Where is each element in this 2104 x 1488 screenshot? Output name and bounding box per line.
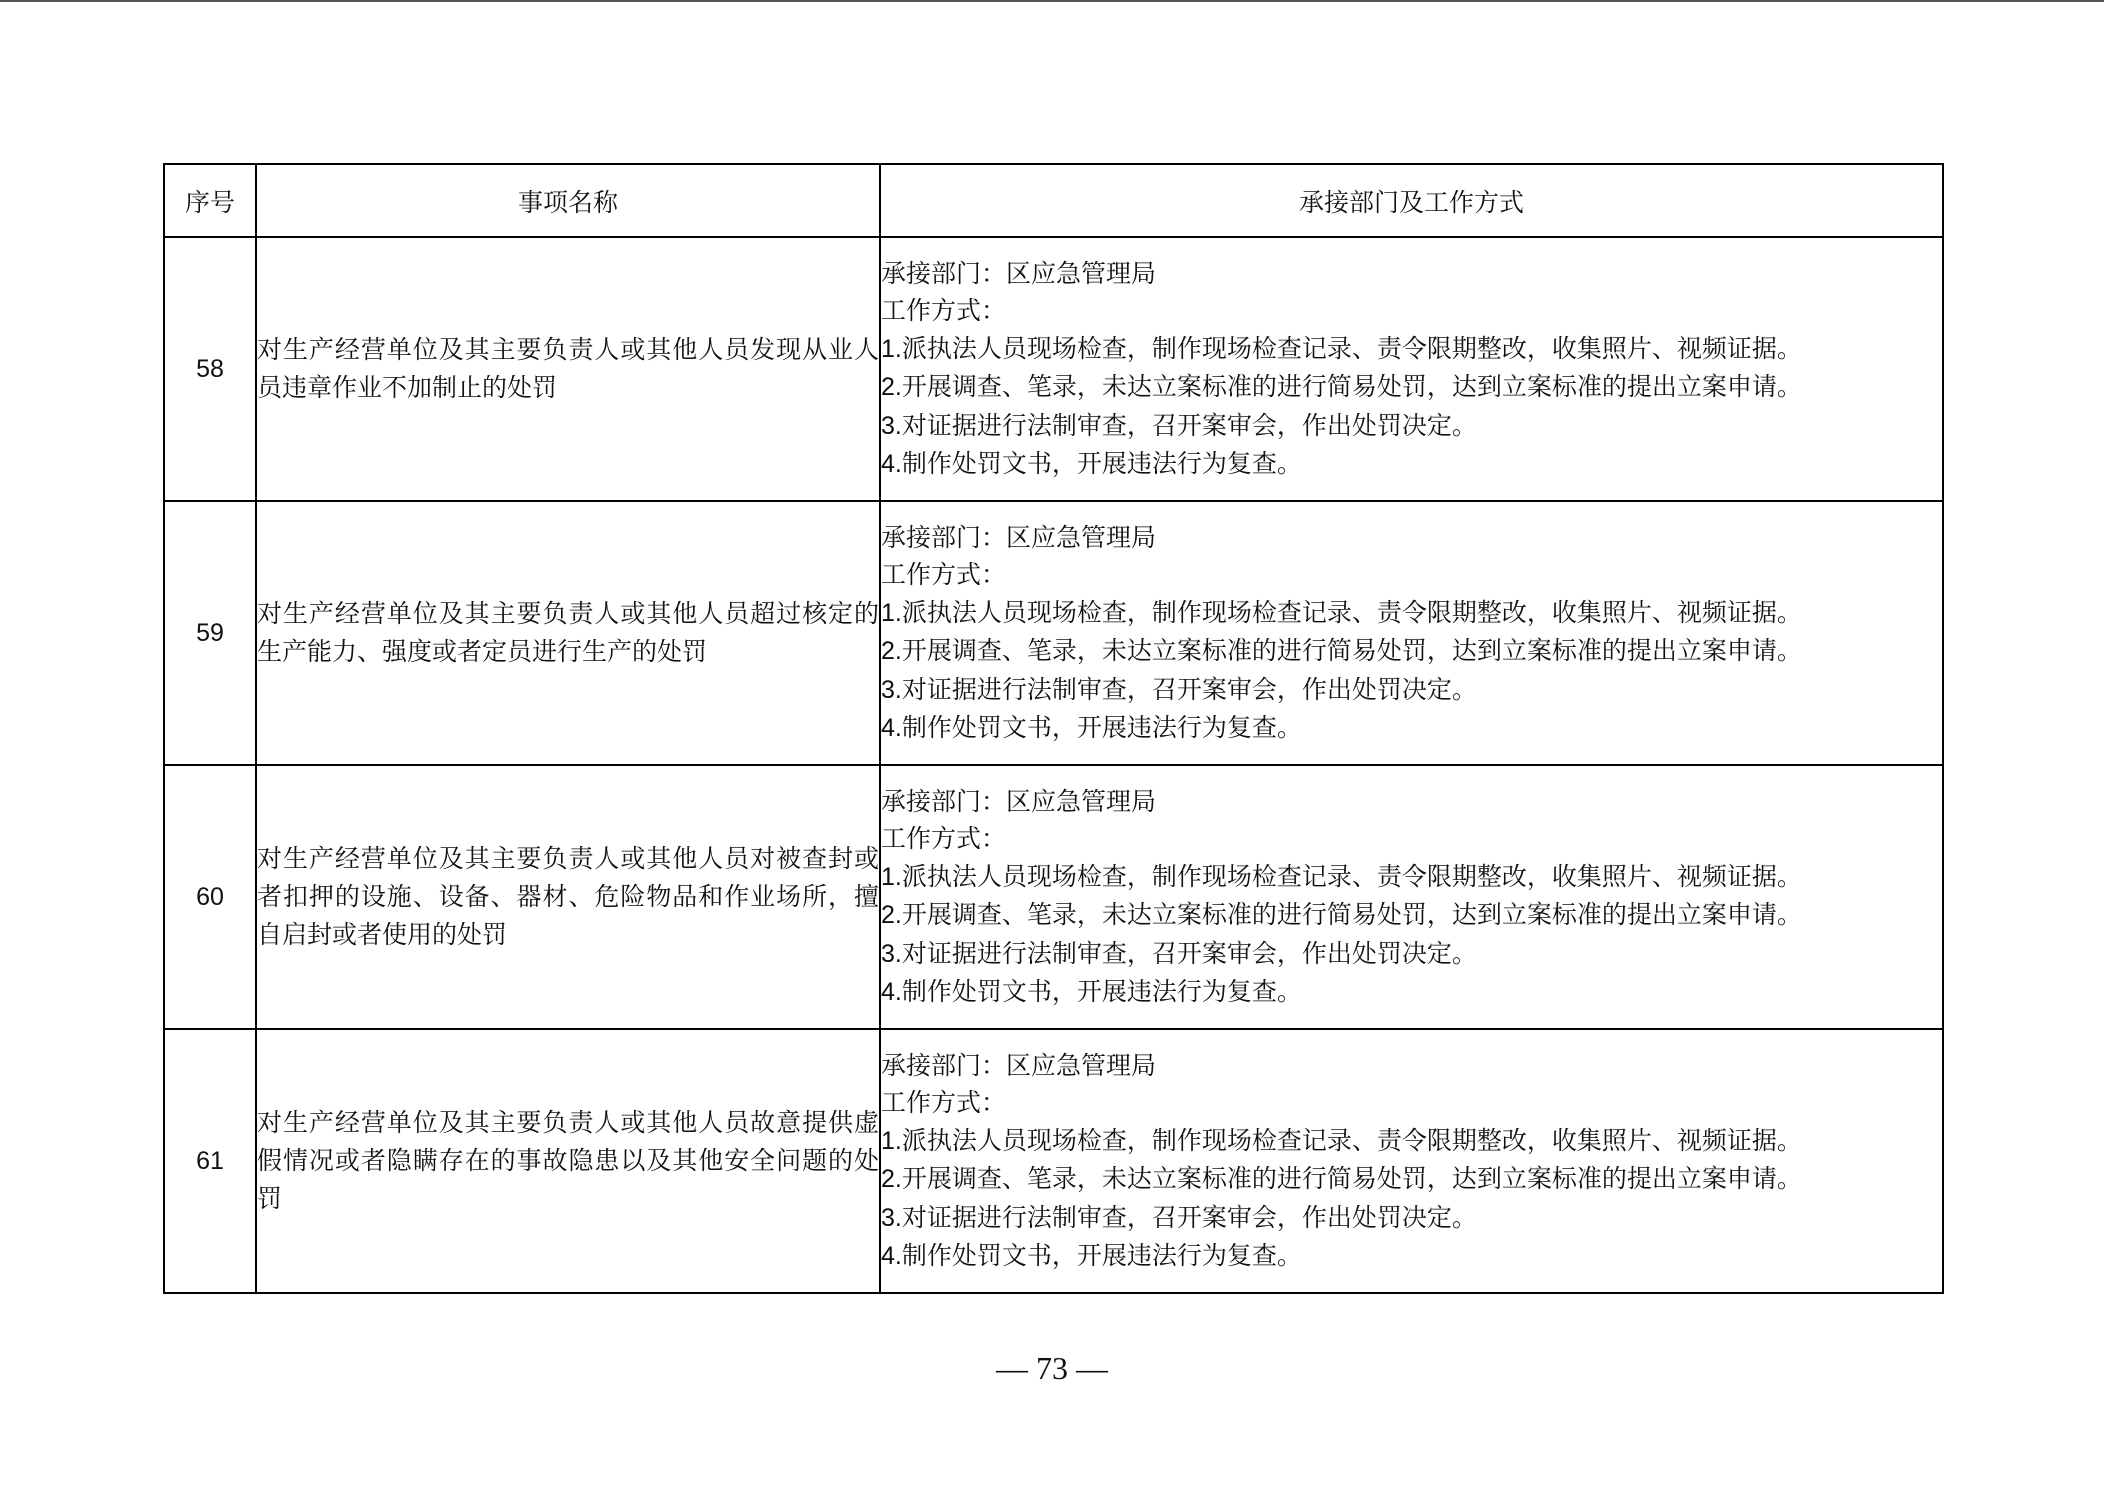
header-name: 事项名称 [256,164,880,237]
item-name: 对生产经营单位及其主要负责人或其他人员超过核定的生产能力、强度或者定员进行生产的处罚 [256,501,880,765]
step-text: 制作处罚文书，开展违法行为复查。 [901,449,1302,478]
step-text: 派执法人员现场检查，制作现场检查记录、责令限期整改，收集照片、视频证据。 [901,861,1802,891]
step-1 [881,1122,1942,1161]
step-number: 1. [881,1126,902,1155]
row-number: 59 [164,501,256,765]
step-3 [881,671,1942,710]
department-line: 承接部门：区应急管理局 [881,1050,1157,1080]
step-text: 派执法人员现场检查，制作现场检查记录、责令限期整改，收集照片、视频证据。 [901,597,1802,627]
step-3 [881,407,1942,446]
step-2 [881,896,1942,935]
step-number: 4. [881,450,902,478]
work-method-cell [880,501,1943,765]
step-number: 4. [881,1242,902,1270]
method-label: 工作方式： [881,824,1007,853]
step-number: 3. [881,675,902,704]
work-method-cell [880,237,1943,501]
step-number: 1. [881,862,902,891]
step-number: 2. [881,901,902,929]
table-row [164,1029,1943,1293]
step-text: 开展调查、笔录，未达立案标准的进行简易处罚，达到立案标准的提出立案申请。 [901,636,1802,665]
step-number: 1. [881,598,902,627]
item-name: 对生产经营单位及其主要负责人或其他人员对被查封或者扣押的设施、设备、器材、危险物品和作业场所，擅自启封或者使用的处罚 [256,765,880,1029]
department-line: 承接部门：区应急管理局 [881,522,1157,552]
step-text: 开展调查、笔录，未达立案标准的进行简易处罚，达到立案标准的提出立案申请。 [901,372,1802,401]
step-4 [881,1237,1942,1276]
step-4 [881,445,1942,484]
table-row [164,765,1943,1029]
page-number: — 73 — [996,1350,1108,1386]
header-no: 序号 [164,164,256,237]
step-text: 对证据进行法制审查，召开案审会，作出处罚决定。 [901,938,1477,968]
step-text: 开展调查、笔录，未达立案标准的进行简易处罚，达到立案标准的提出立案申请。 [901,1164,1802,1193]
step-3 [881,935,1942,974]
page-top-border [0,0,2104,2]
row-number: 60 [164,765,256,1029]
step-number: 1. [881,334,902,363]
step-text: 对证据进行法制审查，召开案审会，作出处罚决定。 [901,674,1477,704]
step-number: 4. [881,714,902,742]
step-text: 对证据进行法制审查，召开案审会，作出处罚决定。 [901,410,1477,440]
step-text: 派执法人员现场检查，制作现场检查记录、责令限期整改，收集照片、视频证据。 [901,1125,1802,1155]
item-name: 对生产经营单位及其主要负责人或其他人员故意提供虚假情况或者隐瞒存在的事故隐患以及其他安全问题的处罚 [256,1029,880,1293]
step-text: 制作处罚文书，开展违法行为复查。 [901,713,1302,742]
method-label: 工作方式： [881,1088,1007,1117]
step-number: 2. [881,637,902,665]
step-1 [881,858,1942,897]
step-number: 3. [881,411,902,440]
department-line: 承接部门：区应急管理局 [881,258,1157,288]
table-header-row [164,164,1943,237]
department-line: 承接部门：区应急管理局 [881,786,1157,816]
method-label: 工作方式： [881,560,1007,589]
step-2 [881,368,1942,407]
item-name: 对生产经营单位及其主要负责人或其他人员发现从业人员违章作业不加制止的处罚 [256,237,880,501]
step-2 [881,1160,1942,1199]
step-4 [881,973,1942,1012]
step-number: 2. [881,1165,902,1193]
work-method-cell [880,765,1943,1029]
work-method-cell [880,1029,1943,1293]
step-3 [881,1199,1942,1238]
step-1 [881,330,1942,369]
table-row [164,237,1943,501]
step-text: 制作处罚文书，开展违法行为复查。 [901,1241,1302,1270]
step-1 [881,594,1942,633]
step-text: 派执法人员现场检查，制作现场检查记录、责令限期整改，收集照片、视频证据。 [901,333,1802,363]
items-table [163,163,1944,1294]
header-work: 承接部门及工作方式 [880,164,1943,237]
step-2 [881,632,1942,671]
step-text: 制作处罚文书，开展违法行为复查。 [901,977,1302,1006]
step-4 [881,709,1942,748]
step-number: 2. [881,373,902,401]
row-number: 61 [164,1029,256,1293]
step-number: 3. [881,1203,902,1232]
table-row [164,501,1943,765]
step-number: 3. [881,939,902,968]
method-label: 工作方式： [881,296,1007,325]
row-number: 58 [164,237,256,501]
step-number: 4. [881,978,902,1006]
step-text: 对证据进行法制审查，召开案审会，作出处罚决定。 [901,1202,1477,1232]
step-text: 开展调查、笔录，未达立案标准的进行简易处罚，达到立案标准的提出立案申请。 [901,900,1802,929]
